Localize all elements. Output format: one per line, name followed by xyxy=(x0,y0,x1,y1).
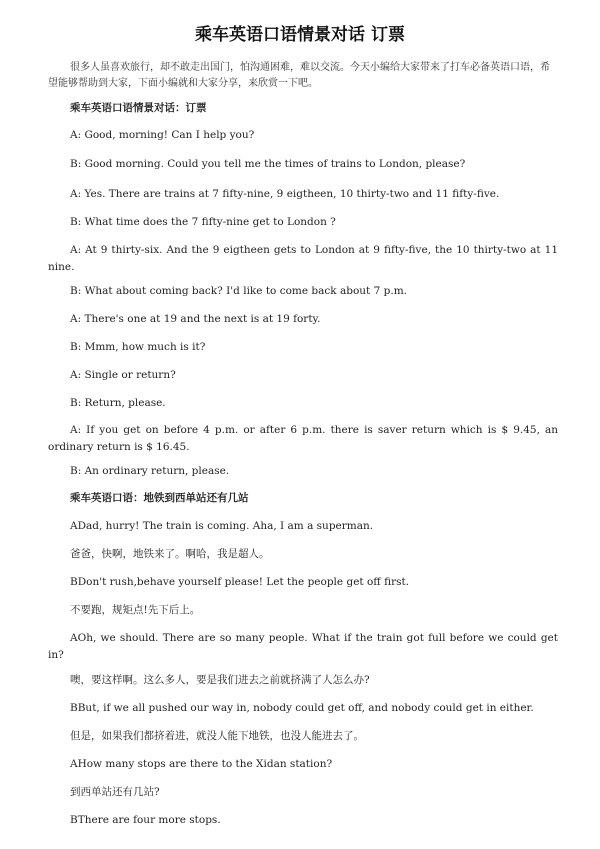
dialogue-line: A: Single or return? xyxy=(70,369,176,381)
dialogue-line: B: An ordinary return, please. xyxy=(70,465,230,477)
dialogue-line: ADad, hurry! The train is coming. Aha, I am a superman. xyxy=(70,520,374,532)
intro-paragraph: 很多人虽喜欢旅行，却不敢走出国门，怕沟通困难，难以交流。今天小编给大家带来了打车必备英语口语，希望能够帮助到大家，下面小编就和大家分享，来欣赏一下吧。 xyxy=(48,62,550,89)
translation-line: 但是，如果我们都挤着进，就没人能下地铁，也没人能进去了。 xyxy=(70,730,364,742)
dialogue-line: B: What about coming back? I'd like to come back about 7 p.m. xyxy=(70,285,407,297)
page-title: 乘车英语口语情景对话 订票 xyxy=(195,25,405,45)
dialogue-line: B: What time does the 7 fifty-nine get to London ? xyxy=(70,216,336,228)
translation-line: 不要跑，规矩点!先下后上。 xyxy=(70,604,201,616)
dialogue-line: AHow many stops are there to the Xidan station? xyxy=(70,758,333,770)
dialogue-line: B: Good morning. Could you tell me the times of trains to London, please? xyxy=(70,158,466,170)
dialogue-line: A: If you get on before 4 p.m. or after 6 p.m. there is saver return which is $ 9.45, an ordinary return is $ 16.45. xyxy=(48,424,558,453)
dialogue-line: A: At 9 thirty-six. And the 9 eigtheen gets to London at 9 fifty-five, the 10 thirty-two at 11 nine. xyxy=(48,244,558,273)
section-heading-booking: 乘车英语口语情景对话：订票 xyxy=(70,102,207,114)
dialogue-line: BThere are four more stops. xyxy=(70,814,221,826)
translation-line: 到西单站还有几站? xyxy=(70,786,160,798)
dialogue-line: BDon't rush,behave yourself please! Let the people get off first. xyxy=(70,576,410,588)
dialogue-line: AOh, we should. There are so many people. What if the train got full before we could get in? xyxy=(48,632,558,661)
dialogue-line: A: There's one at 19 and the next is at 19 forty. xyxy=(70,313,321,325)
dialogue-line: BBut, if we all pushed our way in, nobody could get off, and nobody could get in either. xyxy=(70,702,534,714)
dialogue-line: B: Return, please. xyxy=(70,397,166,409)
translation-line: 爸爸，快啊，地铁来了。啊哈，我是超人。 xyxy=(70,548,270,560)
translation-line: 噢，要这样啊。这么多人，要是我们进去之前就挤满了人怎么办? xyxy=(70,674,370,686)
dialogue-line: A: Yes. There are trains at 7 fifty-nine, 9 eigtheen, 10 thirty-two and 11 fifty-five. xyxy=(70,188,500,200)
dialogue-line: A: Good, morning! Can I help you? xyxy=(70,129,255,141)
section-heading-subway: 乘车英语口语：地铁到西单站还有几站 xyxy=(70,492,249,504)
dialogue-line: B: Mmm, how much is it? xyxy=(70,341,206,353)
